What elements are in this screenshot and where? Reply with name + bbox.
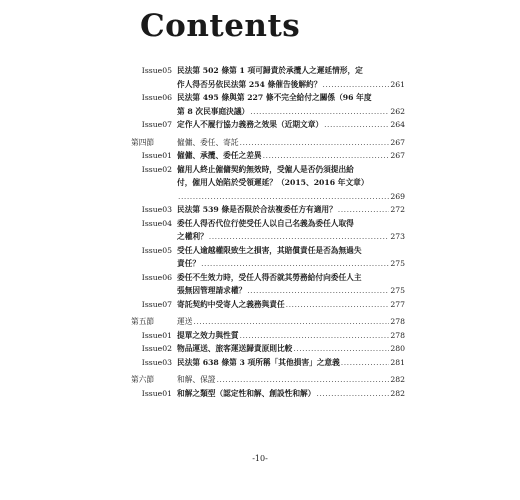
issue-label: Issue07	[141, 299, 172, 309]
dot-leader	[193, 315, 389, 329]
dot-leader	[178, 190, 389, 204]
entry-page-number: 267	[390, 137, 405, 147]
toc-entry[interactable]	[131, 217, 405, 244]
entry-page-number: 264	[390, 120, 405, 129]
dot-leader	[341, 356, 390, 370]
entry-title: 之權利？	[177, 232, 208, 241]
entry-page-number: 282	[390, 388, 405, 398]
entry-title: 第 8 次民事庭決議）	[177, 106, 250, 116]
dot-leader	[263, 149, 390, 163]
entry-title: 責任？	[177, 259, 201, 268]
entry-title: 付，僱用人始陷於受領遲延？（2015、2016 年文章）	[177, 178, 369, 187]
page-number: -10-	[252, 454, 268, 463]
entry-page-number: 269	[390, 191, 405, 201]
toc-section[interactable]	[131, 136, 405, 150]
page-title: Contents	[140, 8, 301, 44]
entry-page-number: 262	[390, 106, 405, 116]
issue-label: Issue06	[141, 93, 172, 102]
entry-title: 定作人不履行協力義務之效果（近期文章）	[177, 120, 324, 129]
toc-entry[interactable]	[131, 64, 405, 91]
entry-title: 受任人逾越權限致生之損害，其賠償責任是否為無過失	[177, 245, 362, 255]
section-label: 第五節	[131, 317, 155, 326]
issue-label: Issue07	[141, 120, 172, 129]
dot-leader	[250, 105, 389, 119]
toc-entry[interactable]	[131, 356, 405, 370]
entry-title: 寄託契約中受寄人之義務與責任	[177, 299, 285, 309]
entry-page-number: 277	[390, 299, 405, 309]
issue-label: Issue04	[141, 218, 172, 228]
dot-leader	[209, 230, 390, 244]
toc-entry[interactable]	[131, 387, 405, 401]
entry-title: 僱傭、委任、寄託	[177, 137, 239, 147]
issue-label: Issue03	[141, 357, 172, 367]
entry-title: 提單之效力與性質	[177, 330, 239, 340]
issue-label: Issue01	[141, 388, 172, 398]
issue-label: Issue01	[141, 151, 172, 160]
toc-entry[interactable]	[131, 271, 405, 298]
entry-page-number: 280	[390, 344, 405, 353]
entry-title: 作人得否另依民法第 254 條催告後解約？	[177, 79, 322, 89]
entry-page-number: 281	[390, 357, 405, 367]
entry-title: 和解、保證	[177, 375, 216, 384]
issue-label: Issue02	[141, 164, 172, 174]
entry-title: 僱傭、承攬、委任之差異	[177, 151, 262, 160]
entry-title: 民法第 638 條第 3 項所稱「其他損害」之意義	[177, 357, 340, 367]
dot-leader	[286, 298, 390, 312]
issue-label: Issue05	[141, 66, 172, 75]
toc-entry[interactable]	[131, 203, 405, 217]
dot-leader	[240, 136, 390, 150]
dot-leader	[322, 78, 389, 92]
entry-title: 民法第 539 條是否限於合法複委任方有適用？	[177, 205, 337, 214]
issue-label: Issue02	[141, 344, 172, 353]
toc-entry[interactable]	[131, 298, 405, 312]
dot-leader	[216, 373, 389, 387]
toc-section[interactable]	[131, 373, 405, 387]
dot-leader	[316, 387, 389, 401]
dot-leader	[201, 257, 389, 271]
table-of-contents	[131, 64, 405, 400]
issue-label: Issue06	[141, 272, 172, 282]
dot-leader	[240, 329, 390, 343]
entry-title: 物品運送、旅客運送歸責原則比較	[177, 344, 293, 353]
dot-leader	[247, 284, 389, 298]
toc-entry[interactable]	[131, 163, 405, 204]
entry-page-number: 278	[390, 317, 405, 326]
entry-page-number: 275	[390, 286, 405, 295]
issue-label: Issue05	[141, 245, 172, 255]
entry-page-number: 272	[390, 205, 405, 214]
toc-entry[interactable]	[131, 329, 405, 343]
section-label: 第四節	[131, 137, 155, 147]
toc-entry[interactable]	[131, 91, 405, 118]
entry-page-number: 267	[390, 151, 405, 160]
entry-page-number: 261	[390, 79, 405, 89]
entry-title: 僱用人終止僱傭契約無效時，受僱人是否仍須提出給	[177, 164, 354, 174]
toc-entry[interactable]	[131, 244, 405, 271]
entry-page-number: 278	[390, 330, 405, 340]
section-label: 第六節	[131, 375, 155, 384]
dot-leader	[324, 118, 389, 132]
toc-entry[interactable]	[131, 149, 405, 163]
entry-page-number: 282	[390, 375, 405, 384]
entry-title: 民法第 502 條第 1 項可歸責於承攬人之遲延情形，定	[177, 66, 363, 75]
entry-title: 民法第 495 條與第 227 條不完全給付之關係（96 年度	[177, 93, 372, 102]
issue-label: Issue01	[141, 330, 172, 340]
entry-page-number: 273	[390, 232, 405, 241]
issue-label: Issue03	[141, 205, 172, 214]
entry-title: 委任人得否代位行使受任人以自己名義為委任人取得	[177, 218, 354, 228]
toc-section[interactable]	[131, 315, 405, 329]
entry-title: 運送	[177, 317, 193, 326]
dot-leader	[293, 342, 389, 356]
dot-leader	[338, 203, 390, 217]
entry-title: 委任不生效力時，受任人得否就其勞務給付向委任人主	[177, 272, 362, 282]
entry-title: 張無因管理請求權？	[177, 286, 247, 295]
toc-entry[interactable]	[131, 118, 405, 132]
entry-title: 和解之類型（認定性和解、創設性和解）	[177, 388, 316, 398]
toc-entry[interactable]	[131, 342, 405, 356]
entry-page-number: 275	[390, 259, 405, 268]
